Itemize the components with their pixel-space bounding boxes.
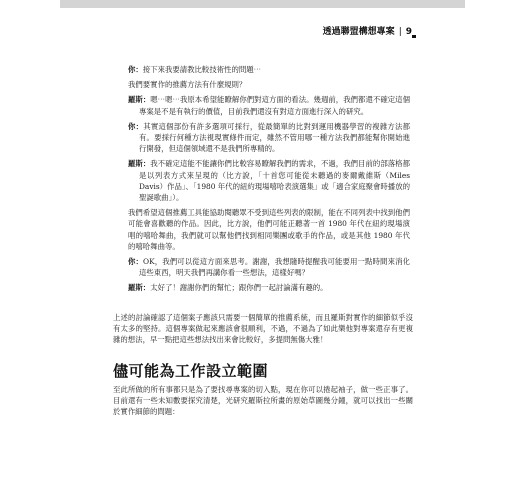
dialogue-text: 我不確定這能不能讓你們比較容易瞭解我們的需求，不過，我們目前的部落格都是以列表方式來呈現的（比方說，「十首您可能從未聽過的麥爾戴維斯（Miles Davis）作品」、「1980 年代的紐約現場嘻哈表演選集」或「適合家庭聚會時播放的聖誕歌曲」）。 — [139, 159, 410, 203]
header-separator: | — [398, 27, 402, 37]
dialogue-text: OK，我們可以從這方面來思考。謝謝，我想隨時提醒我可能要用一點時間來消化這些東西，明天我們再講你看一些想法，這樣好嗎？ — [139, 257, 410, 278]
speaker-label: 你： — [128, 257, 144, 267]
header-mark — [412, 35, 416, 38]
section-paragraph — [113, 384, 413, 418]
speaker-label: 羅斯： — [128, 95, 151, 105]
speaker-label: 你： — [128, 65, 143, 74]
dialogue-text: 其實這個部份有許多選項可採行，從最簡單的比對到運用機器學習的複雜方法都有。要採行何種方法視現實條件而定，雖然不管用哪一種方法我們都能幫你開始進行開發，但這個領域還不是我們所專精的。 — [139, 121, 410, 154]
top-band — [60, 0, 465, 8]
dialogue-block — [128, 64, 410, 298]
speaker-label: 羅斯： — [128, 283, 151, 293]
dialogue-text: 嗯⋯嗯⋯我原本希望能瞭解你們對這方面的看法。幾週前，我們都還不確定這個專案是不是有執行的價值，目前我們還沒有對這方面進行深入的研究。 — [139, 95, 410, 116]
dialogue-line — [128, 64, 410, 75]
dialogue-line — [128, 207, 410, 252]
dialogue-line — [128, 158, 410, 203]
section-text: 至此所做的所有事都只是為了要找尋專案的切入點，現在你可以捲起袖子，做一些正事了。目前還有一些未知數要探究清楚，光研究羅斯拉所畫的原始草圖幾分鐘，就可以找出一些關於實作細節的問題： — [113, 385, 413, 417]
dialogue-text: 接下來我要請教比較技術性的問題⋯ — [142, 65, 262, 74]
dialogue-line — [128, 121, 410, 155]
dialogue-text: 我們希望這個推薦工具能協助閱聽眾不受到這些列表的限制，能在不同列表中找到他們可能會喜歡聽的作品。因此，比方說，他們可能正聽著一首 1980 年代在紐約現場演唱的嘻哈舞曲，我們就可以幫他們找到相同樂團或歌手的作品，或是其他 1980 年代的嘻哈舞曲等。 — [128, 208, 410, 251]
summary-paragraph — [113, 312, 413, 346]
running-header — [323, 24, 412, 37]
speaker-label: 你： — [128, 121, 144, 131]
dialogue-line — [128, 94, 410, 116]
dialogue-text: 太好了！謝謝你們的幫忙；跟你們一起討論滿有趣的。 — [150, 283, 328, 293]
section-heading: 儘可能為工作設立範圍 — [113, 362, 269, 380]
summary-text: 上述的討論確認了這個案子應該只需要一個簡單的推薦系統，而且羅斯對實作的細節似乎沒有太多的堅持。這個專案做起來應該會很順利，不過，不過為了如此樂他對專案還存有更複雜的想法，早一點把這些想法找出來會比較好，多提問無傷大雅！ — [113, 313, 413, 345]
page-number: 9 — [405, 27, 412, 37]
chapter-title: 透過聯盟構想專案 — [322, 27, 395, 37]
dialogue-text: 我們要實作的推薦方法有什麼規則？ — [128, 80, 247, 90]
dialogue-line — [128, 282, 410, 293]
dialogue-line — [128, 79, 410, 90]
speaker-label: 羅斯： — [128, 159, 151, 169]
dialogue-line — [128, 256, 410, 278]
